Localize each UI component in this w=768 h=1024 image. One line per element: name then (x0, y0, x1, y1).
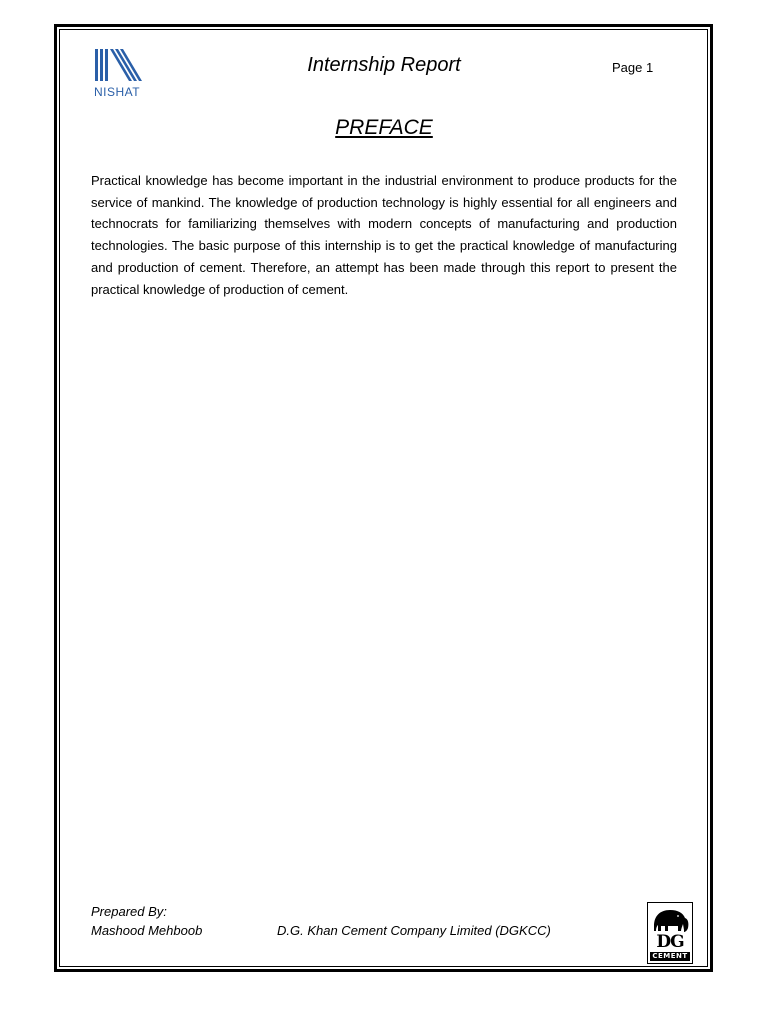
page-number: Page 1 (612, 60, 654, 75)
dg-cement-elephant-logo-icon (647, 902, 693, 964)
author-name: Mashood Mehboob (91, 923, 203, 938)
header-title: Internship Report (307, 54, 461, 76)
prepared-by-label: Prepared By: (91, 904, 167, 919)
section-heading: PREFACE (335, 116, 433, 139)
dg-logo-text: DG (656, 932, 684, 952)
nishat-logo-text: NISHAT (94, 85, 141, 99)
preface-paragraph: Practical knowledge has become important in the industrial environment to produce products for the service of mankind. The knowledge of production technology is highly essential for all engineers and technocrats for familiarizing themselves with modern concepts of manufacturing and production technologies. The basic purpose of this internship is to get the practical knowledge of manufacturing and production of cement. Therefore, an attempt has been made through this report to present the practical knowledge of production of cement. (91, 173, 677, 297)
dg-logo-subtext: CEMENT (650, 952, 690, 961)
company-name: D.G. Khan Cement Company Limited (DGKCC) (277, 923, 551, 938)
